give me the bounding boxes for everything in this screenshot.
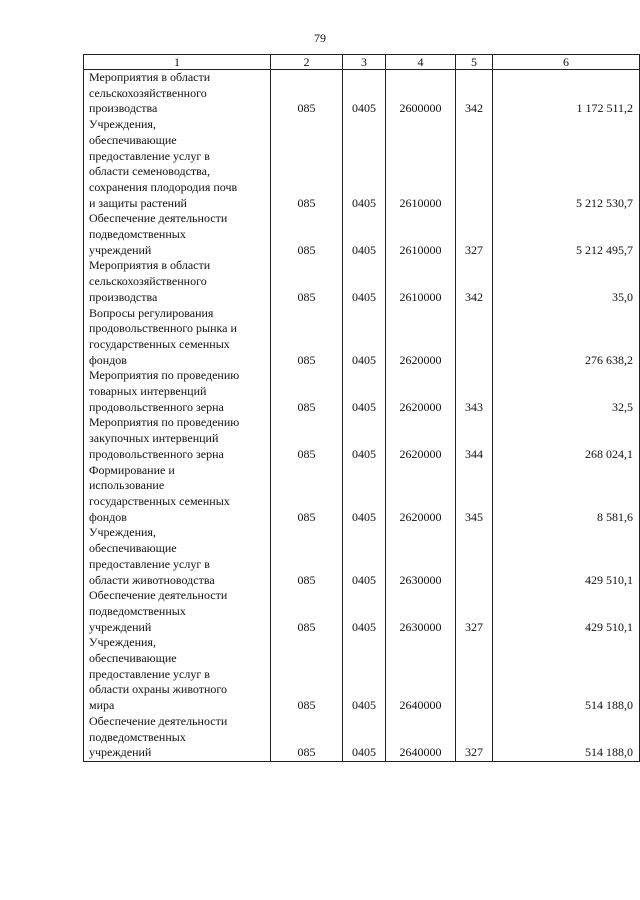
section-code-cell: 0405 xyxy=(343,714,386,762)
department-code-cell: 085 xyxy=(271,368,343,415)
table-row xyxy=(84,70,640,118)
department-code-cell: 085 xyxy=(271,70,343,118)
amount-cell: 1 172 511,2 xyxy=(493,70,640,118)
table-body xyxy=(84,70,640,762)
row-name-cell: Формирование и использование государственных семенных фондов xyxy=(84,463,271,526)
department-code-cell: 085 xyxy=(271,463,343,526)
target-article-cell: 2600000 xyxy=(386,70,456,118)
table-row xyxy=(84,588,640,635)
amount-cell: 429 510,1 xyxy=(493,525,640,588)
section-code-cell: 0405 xyxy=(343,211,386,258)
expense-type-cell xyxy=(456,635,493,714)
section-code-cell: 0405 xyxy=(343,588,386,635)
section-code-cell: 0405 xyxy=(343,368,386,415)
row-name-cell: Мероприятия в области сельскохозяйственного производства xyxy=(84,70,271,118)
target-article-cell: 2610000 xyxy=(386,258,456,305)
amount-cell: 268 024,1 xyxy=(493,415,640,462)
target-article-cell: 2620000 xyxy=(386,306,456,369)
target-article-cell: 2620000 xyxy=(386,368,456,415)
table-row xyxy=(84,415,640,462)
amount-cell: 8 581,6 xyxy=(493,463,640,526)
column-header: 2 xyxy=(271,55,343,70)
row-name-cell: Учреждения, обеспечивающие предоставление услуг в области охраны животного мира xyxy=(84,635,271,714)
table-row xyxy=(84,714,640,762)
row-name-cell: Мероприятия в области сельскохозяйственного производства xyxy=(84,258,271,305)
row-name-cell: Обеспечение деятельности подведомственных учреждений xyxy=(84,714,271,762)
expense-type-cell: 344 xyxy=(456,415,493,462)
expense-type-cell xyxy=(456,117,493,211)
target-article-cell: 2620000 xyxy=(386,415,456,462)
target-article-cell: 2640000 xyxy=(386,635,456,714)
department-code-cell: 085 xyxy=(271,306,343,369)
section-code-cell: 0405 xyxy=(343,258,386,305)
row-name-cell: Учреждения, обеспечивающие предоставление услуг в области животноводства xyxy=(84,525,271,588)
table-row xyxy=(84,463,640,526)
section-code-cell: 0405 xyxy=(343,306,386,369)
amount-cell: 35,0 xyxy=(493,258,640,305)
expense-type-cell: 345 xyxy=(456,463,493,526)
budget-table xyxy=(83,54,640,762)
row-name-cell: Вопросы регулирования продовольственного рынка и государственных семенных фондов xyxy=(84,306,271,369)
column-header: 1 xyxy=(84,55,271,70)
department-code-cell: 085 xyxy=(271,714,343,762)
department-code-cell: 085 xyxy=(271,635,343,714)
target-article-cell: 2620000 xyxy=(386,463,456,526)
department-code-cell: 085 xyxy=(271,525,343,588)
expense-type-cell: 327 xyxy=(456,211,493,258)
page-number: 79 xyxy=(314,31,326,45)
section-code-cell: 0405 xyxy=(343,70,386,118)
amount-cell: 32,5 xyxy=(493,368,640,415)
target-article-cell: 2610000 xyxy=(386,117,456,211)
column-header: 5 xyxy=(456,55,493,70)
target-article-cell: 2630000 xyxy=(386,525,456,588)
amount-cell: 429 510,1 xyxy=(493,588,640,635)
expense-type-cell: 342 xyxy=(456,258,493,305)
table-row xyxy=(84,117,640,211)
column-header: 3 xyxy=(343,55,386,70)
table-row xyxy=(84,368,640,415)
amount-cell: 514 188,0 xyxy=(493,635,640,714)
expense-type-cell: 343 xyxy=(456,368,493,415)
expense-type-cell: 327 xyxy=(456,588,493,635)
expense-type-cell: 342 xyxy=(456,70,493,118)
amount-cell: 276 638,2 xyxy=(493,306,640,369)
table-row xyxy=(84,525,640,588)
row-name-cell: Мероприятия по проведению товарных интервенций продовольственного зерна xyxy=(84,368,271,415)
table-row xyxy=(84,211,640,258)
header-row xyxy=(84,55,640,70)
target-article-cell: 2640000 xyxy=(386,714,456,762)
column-header: 6 xyxy=(493,55,640,70)
section-code-cell: 0405 xyxy=(343,635,386,714)
expense-type-cell: 327 xyxy=(456,714,493,762)
section-code-cell: 0405 xyxy=(343,463,386,526)
row-name-cell: Обеспечение деятельности подведомственных учреждений xyxy=(84,211,271,258)
table-row xyxy=(84,306,640,369)
table-row xyxy=(84,635,640,714)
amount-cell: 5 212 495,7 xyxy=(493,211,640,258)
section-code-cell: 0405 xyxy=(343,525,386,588)
expense-type-cell xyxy=(456,306,493,369)
amount-cell: 5 212 530,7 xyxy=(493,117,640,211)
department-code-cell: 085 xyxy=(271,588,343,635)
department-code-cell: 085 xyxy=(271,258,343,305)
amount-cell: 514 188,0 xyxy=(493,714,640,762)
department-code-cell: 085 xyxy=(271,117,343,211)
row-name-cell: Обеспечение деятельности подведомственных учреждений xyxy=(84,588,271,635)
section-code-cell: 0405 xyxy=(343,415,386,462)
section-code-cell: 0405 xyxy=(343,117,386,211)
row-name-cell: Мероприятия по проведению закупочных интервенций продовольственного зерна xyxy=(84,415,271,462)
department-code-cell: 085 xyxy=(271,415,343,462)
column-header: 4 xyxy=(386,55,456,70)
table-row xyxy=(84,258,640,305)
department-code-cell: 085 xyxy=(271,211,343,258)
row-name-cell: Учреждения, обеспечивающие предоставление услуг в области семеноводства, сохранения плодородия почв и защиты растений xyxy=(84,117,271,211)
target-article-cell: 2630000 xyxy=(386,588,456,635)
expense-type-cell xyxy=(456,525,493,588)
target-article-cell: 2610000 xyxy=(386,211,456,258)
